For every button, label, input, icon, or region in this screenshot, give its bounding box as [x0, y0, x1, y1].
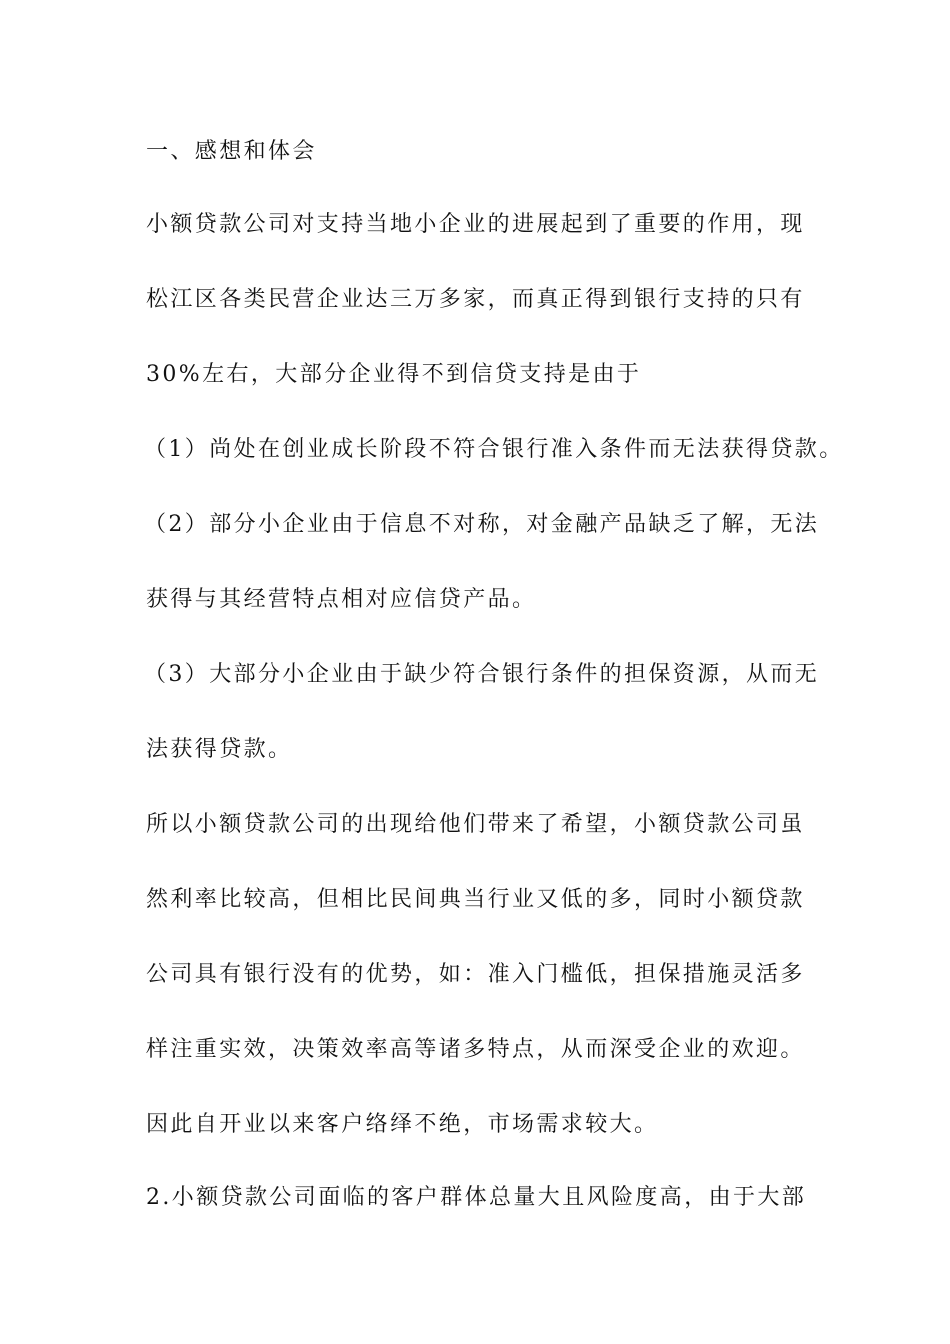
list-item-line: 获得与其经营特点相对应信贷产品。 — [146, 587, 537, 612]
list-item-line: 法获得贷款。 — [146, 737, 293, 762]
paragraph-line: 松江区各类民营企业达三万多家，而真正得到银行支持的只有 — [146, 287, 805, 312]
list-item-line: （2）部分小企业由于信息不对称，对金融产品缺乏了解，无法 — [144, 512, 820, 537]
section-heading: 一、感想和体会 — [146, 139, 317, 164]
paragraph-line: 然利率比较高，但相比民间典当行业又低的多，同时小额贷款 — [146, 887, 805, 912]
paragraph-line: 公司具有银行没有的优势，如：准入门槛低，担保措施灵活多 — [146, 962, 805, 987]
list-item-line: （3）大部分小企业由于缺少符合银行条件的担保资源，从而无 — [144, 662, 820, 687]
paragraph-line: 所以小额贷款公司的出现给他们带来了希望，小额贷款公司虽 — [146, 812, 805, 837]
paragraph-line: 因此自开业以来客户络绎不绝，市场需求较大。 — [146, 1112, 659, 1137]
paragraph-line: 小额贷款公司对支持当地小企业的进展起到了重要的作用，现 — [146, 212, 805, 237]
list-item-line: （1）尚处在创业成长阶段不符合银行准入条件而无法获得贷款。 — [144, 437, 844, 462]
paragraph-line: 2.小额贷款公司面临的客户群体总量大且风险度高，由于大部 — [146, 1185, 807, 1210]
paragraph-line: 样注重实效，决策效率高等诸多特点，从而深受企业的欢迎。 — [146, 1037, 805, 1062]
paragraph-line: 30%左右，大部分企业得不到信贷支持是由于 — [146, 362, 642, 387]
